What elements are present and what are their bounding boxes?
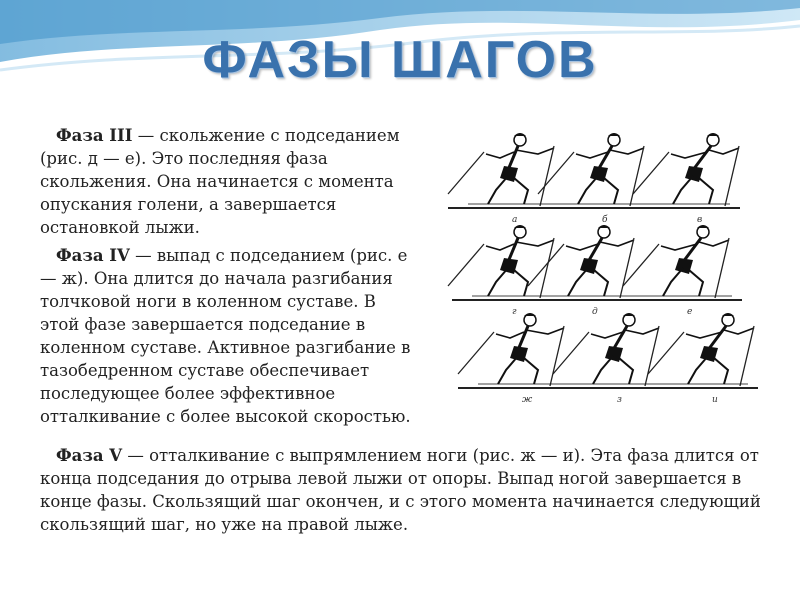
ski-pole	[630, 146, 644, 206]
skier-torso	[708, 326, 726, 350]
skier-arm-back	[496, 332, 524, 338]
skier-arm-back	[591, 332, 623, 338]
ski-pole	[725, 146, 739, 206]
skier-torso	[588, 238, 602, 262]
skier-arm-front	[699, 240, 729, 246]
ski-pole	[620, 238, 634, 298]
skier-leg-back	[498, 356, 518, 384]
ski-pole	[448, 244, 484, 286]
skier-cap	[524, 313, 536, 316]
skier-cap	[514, 133, 526, 136]
skier-cap	[608, 133, 620, 136]
skier-leg-back	[688, 356, 708, 384]
phase-5-label: Фаза V	[56, 446, 123, 465]
figure-label: е	[687, 307, 693, 317]
skier-leg-back	[488, 176, 508, 204]
skier-leg-front	[699, 178, 713, 204]
phase-3-text: — скольжение с подседанием (рис. д — е). Это последняя фаза скольжения. Она начинается с момента опускания голени, а завершается остановкой лыжи.	[40, 126, 400, 237]
skier-leg-back	[673, 176, 693, 204]
phase-5-paragraph	[40, 444, 780, 536]
skier-arm-back	[486, 244, 514, 250]
skier-torso	[693, 146, 711, 170]
ski-pole	[458, 332, 494, 374]
skier-torso	[598, 146, 612, 170]
ski-pole	[448, 152, 484, 194]
ski-pole	[528, 244, 564, 286]
skier-leg-front	[594, 270, 608, 296]
skier-arm-front	[610, 148, 644, 154]
figure-label: ж	[522, 395, 533, 405]
skier-leg-front	[514, 270, 528, 296]
page-title: ФАЗЫ ШАГОВ	[202, 31, 598, 89]
phase-3-paragraph	[40, 124, 420, 239]
ski-pole	[633, 152, 669, 194]
skier-cap	[707, 133, 719, 136]
phase-4-label: Фаза IV	[56, 246, 130, 265]
skier-leg-back	[488, 268, 508, 296]
skier-arm-front	[709, 148, 739, 154]
skier-leg-front	[604, 178, 618, 204]
figure-label: з	[617, 395, 622, 405]
skier-illustration	[440, 120, 765, 415]
skier-cap	[598, 225, 610, 228]
skier-leg-front	[714, 358, 728, 384]
figure-label: г	[512, 307, 517, 317]
skier-cap	[623, 313, 635, 316]
skier-leg-back	[663, 268, 683, 296]
figure-label: б	[602, 215, 608, 225]
skier-arm-back	[566, 244, 598, 250]
skier-arm-back	[576, 152, 608, 158]
phase-4-paragraph	[40, 244, 420, 428]
skier-arm-front	[526, 328, 564, 334]
skier-cap	[722, 313, 734, 316]
ski-pole	[740, 326, 754, 386]
skier-leg-front	[514, 178, 528, 204]
skier-arm-front	[724, 328, 754, 334]
ski-pole	[623, 244, 659, 286]
skier-cap	[697, 225, 709, 228]
skier-leg-front	[689, 270, 703, 296]
ski-pole	[540, 238, 554, 298]
skier-leg-back	[593, 356, 613, 384]
ski-pole	[540, 146, 554, 206]
ski-pole	[648, 332, 684, 374]
skier-arm-front	[625, 328, 659, 334]
ski-pole	[715, 238, 729, 298]
ski-pole	[553, 332, 589, 374]
skier-arm-front	[600, 240, 634, 246]
figure-label: а	[512, 215, 518, 225]
skier-leg-back	[568, 268, 588, 296]
skier-arm-back	[486, 152, 514, 158]
skier-leg-front	[619, 358, 633, 384]
skier-leg-back	[578, 176, 598, 204]
phase-5-text: — отталкивание с выпрямлением ноги (рис. ж — и). Эта фаза длится от конца подседания до отрыва левой лыжи от опоры. Выпад ногой завершается в конце фазы. Скользящий шаг окончен, и с этого момента начинается следующий скользящий шаг, но уже на правой лыже.	[40, 446, 761, 534]
phase-3-label: Фаза III	[56, 126, 133, 145]
ski-pole	[550, 326, 564, 386]
figure-label: и	[712, 395, 718, 405]
skier-cap	[514, 225, 526, 228]
skier-torso	[613, 326, 627, 350]
skier-torso	[683, 238, 701, 262]
phase-4-text: — выпад с подседанием (рис. е — ж). Она длится до начала разгибания толчковой ноги в коленном суставе. В этой фазе завершается подседание в коленном суставе. Активное разгибание в тазобедренном суставе обеспечивает последующее более эффективное отталкивание с более высокой скоростью.	[40, 246, 411, 426]
skier-arm-front	[516, 148, 554, 154]
figure-label: в	[697, 215, 703, 225]
ski-pole	[645, 326, 659, 386]
skier-arm-front	[516, 240, 554, 246]
ski-pole	[538, 152, 574, 194]
skier-leg-front	[524, 358, 538, 384]
figure-label: д	[592, 307, 598, 317]
